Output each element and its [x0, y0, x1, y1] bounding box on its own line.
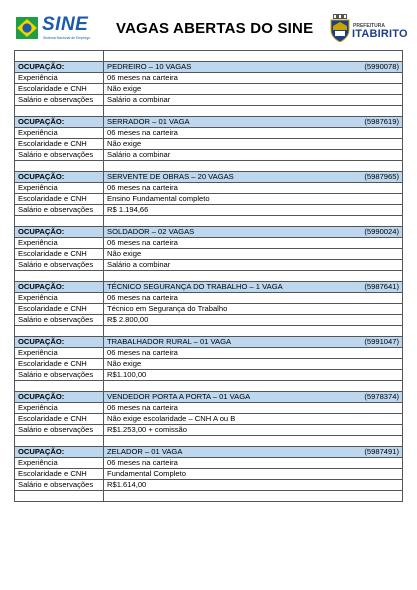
- occupation-title: ZELADOR – 01 VAGA: [107, 447, 183, 456]
- salary-value: Salário a combinar: [104, 150, 403, 161]
- page-title: VAGAS ABERTAS DO SINE: [116, 20, 314, 37]
- experience-row: [15, 238, 403, 249]
- occupation-cell: [104, 337, 403, 348]
- experience-row: [15, 183, 403, 194]
- spacer-row: [15, 216, 403, 227]
- experience-label: Experiência: [15, 348, 104, 359]
- job-code: (5991047): [364, 337, 399, 346]
- job-code: (5987619): [364, 117, 399, 126]
- job-code: (5987965): [364, 172, 399, 181]
- salary-value: R$ 2.800,00: [104, 315, 403, 326]
- education-value: Ensino Fundamental completo: [104, 194, 403, 205]
- sine-logo: [14, 12, 90, 44]
- occupation-cell: [104, 447, 403, 458]
- salary-value: R$1.614,00: [104, 480, 403, 491]
- experience-value: 06 meses na carteira: [104, 348, 403, 359]
- education-value: Não exige: [104, 84, 403, 95]
- education-label: Escolaridade e CNH: [15, 469, 104, 480]
- experience-label: Experiência: [15, 183, 104, 194]
- experience-value: 06 meses na carteira: [104, 403, 403, 414]
- salary-row: [15, 425, 403, 436]
- job-code: (5990024): [364, 227, 399, 236]
- occupation-cell: [104, 117, 403, 128]
- occupation-cell: [104, 172, 403, 183]
- job-code: (5987641): [364, 282, 399, 291]
- occupation-label: OCUPAÇÃO:: [15, 117, 104, 128]
- education-row: [15, 249, 403, 260]
- occupation-title: SOLDADOR – 02 VAGAS: [107, 227, 195, 236]
- education-label: Escolaridade e CNH: [15, 139, 104, 150]
- education-label: Escolaridade e CNH: [15, 194, 104, 205]
- education-label: Escolaridade e CNH: [15, 249, 104, 260]
- salary-label: Salário e observações: [15, 315, 104, 326]
- occupation-label: OCUPAÇÃO:: [15, 392, 104, 403]
- spacer-row: [15, 326, 403, 337]
- salary-label: Salário e observações: [15, 370, 104, 381]
- occupation-row: [15, 117, 403, 128]
- experience-value: 06 meses na carteira: [104, 73, 403, 84]
- education-value: Não exige: [104, 139, 403, 150]
- salary-row: [15, 370, 403, 381]
- city-crest-icon: [330, 14, 350, 42]
- occupation-title: PEDREIRO – 10 VAGAS: [107, 62, 192, 71]
- sine-logo-text: SINE: [42, 14, 89, 35]
- salary-row: [15, 150, 403, 161]
- occupation-cell: [104, 392, 403, 403]
- salary-row: [15, 315, 403, 326]
- education-label: Escolaridade e CNH: [15, 414, 104, 425]
- experience-label: Experiência: [15, 73, 104, 84]
- occupation-row: [15, 282, 403, 293]
- education-value: Não exige: [104, 359, 403, 370]
- occupation-label: OCUPAÇÃO:: [15, 282, 104, 293]
- experience-row: [15, 128, 403, 139]
- job-openings-table: [14, 50, 403, 502]
- salary-value: R$1.253,00 + comissão: [104, 425, 403, 436]
- education-value: Técnico em Segurança do Trabalho: [104, 304, 403, 315]
- city-name: ITABIRITO: [352, 28, 408, 40]
- occupation-label: OCUPAÇÃO:: [15, 227, 104, 238]
- occupation-row: [15, 447, 403, 458]
- occupation-row: [15, 337, 403, 348]
- spacer-row: [15, 51, 403, 62]
- salary-row: [15, 205, 403, 216]
- occupation-label: OCUPAÇÃO:: [15, 337, 104, 348]
- experience-row: [15, 293, 403, 304]
- experience-label: Experiência: [15, 403, 104, 414]
- education-label: Escolaridade e CNH: [15, 359, 104, 370]
- education-value: Não exige: [104, 249, 403, 260]
- spacer-row: [15, 491, 403, 502]
- prefeitura-label: PREFEITURA: [353, 23, 385, 29]
- spacer-row: [15, 106, 403, 117]
- experience-label: Experiência: [15, 128, 104, 139]
- education-row: [15, 139, 403, 150]
- occupation-title: SERVENTE DE OBRAS – 20 VAGAS: [107, 172, 234, 181]
- job-code: (5987491): [364, 447, 399, 456]
- sine-logo-subtitle: Sistema Nacional de Emprego: [43, 36, 91, 40]
- education-row: [15, 194, 403, 205]
- experience-value: 06 meses na carteira: [104, 183, 403, 194]
- education-value: Não exige escolaridade – CNH A ou B: [104, 414, 403, 425]
- salary-label: Salário e observações: [15, 260, 104, 271]
- job-code: (5978374): [364, 392, 399, 401]
- salary-value: R$1.100,00: [104, 370, 403, 381]
- experience-label: Experiência: [15, 293, 104, 304]
- education-label: Escolaridade e CNH: [15, 304, 104, 315]
- occupation-row: [15, 392, 403, 403]
- education-row: [15, 304, 403, 315]
- salary-label: Salário e observações: [15, 150, 104, 161]
- job-code: (5990078): [364, 62, 399, 71]
- salary-row: [15, 95, 403, 106]
- occupation-title: TÉCNICO SEGURANÇA DO TRABALHO – 1 VAGA: [107, 282, 283, 291]
- occupation-row: [15, 62, 403, 73]
- experience-value: 06 meses na carteira: [104, 458, 403, 469]
- salary-label: Salário e observações: [15, 480, 104, 491]
- salary-label: Salário e observações: [15, 95, 104, 106]
- education-row: [15, 469, 403, 480]
- occupation-label: OCUPAÇÃO:: [15, 447, 104, 458]
- experience-label: Experiência: [15, 458, 104, 469]
- spacer-row: [15, 381, 403, 392]
- education-value: Fundamental Completo: [104, 469, 403, 480]
- salary-row: [15, 480, 403, 491]
- occupation-label: OCUPAÇÃO:: [15, 172, 104, 183]
- salary-label: Salário e observações: [15, 205, 104, 216]
- experience-value: 06 meses na carteira: [104, 128, 403, 139]
- salary-value: Salário a combinar: [104, 260, 403, 271]
- prefeitura-logo: [330, 12, 406, 44]
- spacer-row: [15, 436, 403, 447]
- occupation-title: TRABALHADOR RURAL – 01 VAGA: [107, 337, 232, 346]
- salary-label: Salário e observações: [15, 425, 104, 436]
- brazil-flag-icon: [16, 17, 38, 39]
- experience-value: 06 meses na carteira: [104, 238, 403, 249]
- experience-row: [15, 348, 403, 359]
- occupation-label: OCUPAÇÃO:: [15, 62, 104, 73]
- experience-row: [15, 458, 403, 469]
- experience-label: Experiência: [15, 238, 104, 249]
- experience-row: [15, 403, 403, 414]
- occupation-cell: [104, 227, 403, 238]
- experience-value: 06 meses na carteira: [104, 293, 403, 304]
- salary-value: R$ 1.194,66: [104, 205, 403, 216]
- document-header: [14, 12, 408, 46]
- salary-row: [15, 260, 403, 271]
- occupation-row: [15, 227, 403, 238]
- education-row: [15, 359, 403, 370]
- education-row: [15, 414, 403, 425]
- occupation-row: [15, 172, 403, 183]
- occupation-cell: [104, 62, 403, 73]
- experience-row: [15, 73, 403, 84]
- education-label: Escolaridade e CNH: [15, 84, 104, 95]
- salary-value: Salário a combinar: [104, 95, 403, 106]
- education-row: [15, 84, 403, 95]
- occupation-title: SERRADOR – 01 VAGA: [107, 117, 190, 126]
- spacer-row: [15, 271, 403, 282]
- occupation-cell: [104, 282, 403, 293]
- spacer-row: [15, 161, 403, 172]
- occupation-title: VENDEDOR PORTA A PORTA – 01 VAGA: [107, 392, 251, 401]
